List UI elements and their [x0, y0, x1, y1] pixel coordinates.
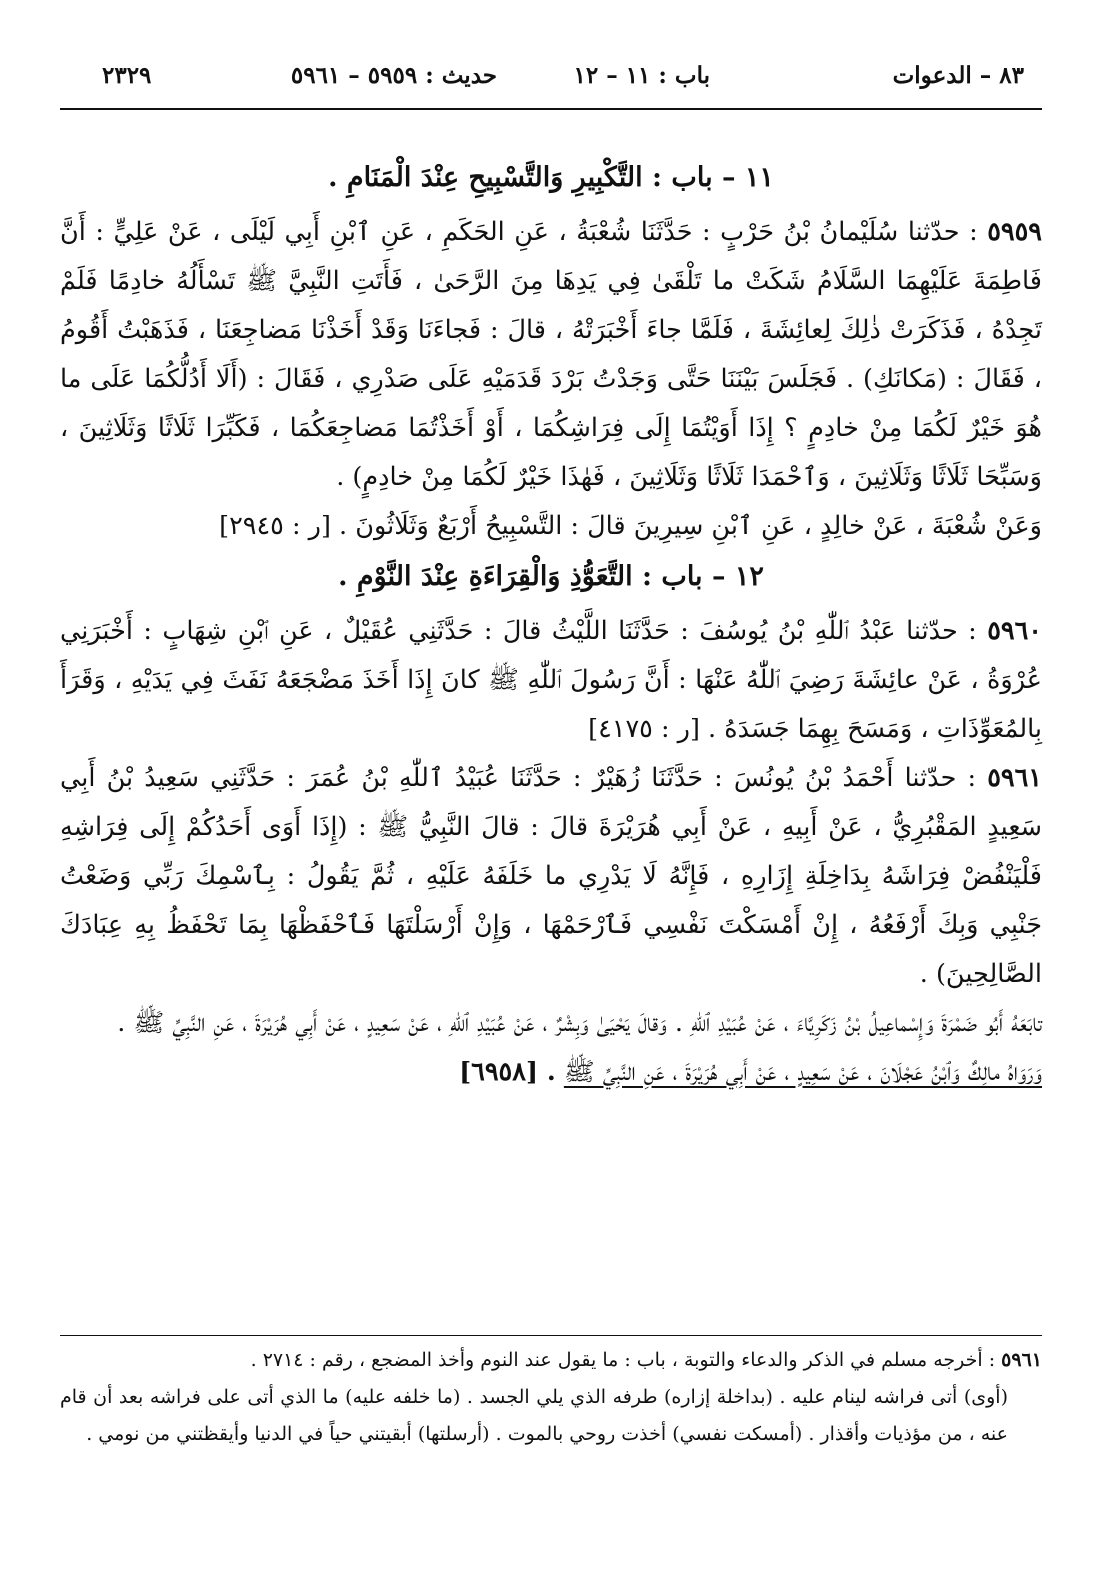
main-text	[60, 152, 1042, 1097]
hadith-text: : حدّثنا أَحْمَدُ بْنُ يُونُسَ : حَدَّثَنَا زُهَيْرٌ : حَدَّثَنَا عُبَيْدُ ٱللّٰهِ بْنُ عُمَرَ : حَدَّثَنِي سَعِيدُ بْنُ أَبِي سَعِيدٍ المَقْبُرِيُّ ، عَنْ أَبِيهِ ، عَنْ أَبِي هُرَيْرَةَ قالَ : قالَ النَّبِيُّ ﷺ : (إِذَا أَوَى أَحَدُكُمْ إِلَى فِرَاشِهِ فَلْيَنْفُضْ فِرَاشَهُ بِدَاخِلَةِ إِزَارِهِ ، فَإِنَّهُ لَا يَدْرِي ما خَلَفَهُ عَلَيْهِ ، ثُمَّ يَقُولُ : بِٱسْمِكَ رَبِّي وَضَعْتُ جَنْبِي وَبِكَ أَرْفَعُهُ ، إِنْ أَمْسَكْتَ نَفْسِي فَٱرْحَمْهَا ، وَإِنْ أَرْسَلْتَهَا فَٱحْفَظْهَا بِمَا تَحْفَظُ بِهِ عِبَادَكَ الصَّالِحِينَ) .	[60, 763, 1042, 989]
hadith-5959	[60, 208, 1042, 502]
hadith-riwaya-line	[60, 1048, 1042, 1097]
hadith-number: ٥٩٦١	[987, 763, 1042, 793]
hadith-number: ٥٩٥٩	[987, 217, 1043, 247]
footnote-source-text: : أخرجه مسلم في الذكر والدعاء والتوبة ، باب : ما يقول عند النوم وأخذ المضجع ، رقم : ٢٧١٤ .	[250, 1349, 996, 1371]
footnote-source	[60, 1342, 1042, 1379]
footnotes	[60, 1342, 1042, 1453]
hadith-5960	[60, 607, 1042, 754]
hadith-5961	[60, 754, 1042, 999]
header-divider	[60, 108, 1042, 110]
hadith-follow-up: تابَعَهُ أَبُو ضَمْرَةَ وَإِسْماعِيلُ بْنُ زَكَرِيَّاءَ ، عَنْ عُبَيْدِ ٱللّٰهِ . وَقالَ يَحْيَىٰ وَبِشْرٌ ، عَنْ عُبَيْدِ ٱللّٰهِ ، عَنْ سَعِيدٍ ، عَنْ أَبِي هُرَيْرَةَ ، عَنِ النَّبِيِّ ﷺ .	[117, 1008, 1042, 1038]
header-chapter-title: ٨٣ – الدعوات	[892, 62, 1024, 89]
footnote-divider	[60, 1335, 1042, 1336]
page-number: ٢٣٢٩	[102, 62, 152, 89]
footnote-hadith-number: ٥٩٦١	[1001, 1349, 1042, 1371]
hadith-text: : حدّثنا سُلَيْمانُ بْنُ حَرْبٍ : حَدَّثَنَا شُعْبَةُ ، عَنِ الحَكَمِ ، عَنِ ٱبْنِ أَبِي لَيْلَى ، عَنْ عَلِيٍّ : أَنَّ فَاطِمَةَ عَلَيْهِمَا السَّلَامُ شَكَتْ ما تَلْقَىٰ فِي يَدِهَا مِنَ الرَّحَىٰ ، فَأَتَتِ النَّبِيَّ ﷺ تَسْأَلُهُ خادِمًا فَلَمْ تَجِدْهُ ، فَذَكَرَتْ ذٰلِكَ لِعائِشَةَ ، فَلَمَّا جاءَ أَخْبَرَتْهُ ، قالَ : فَجاءَنَا وَقَدْ أَخَذْنَا مَضاجِعَنَا ، فَذَهَبْتُ أَقُومُ ، فَقَالَ : (مَكانَكِ) . فَجَلَسَ بَيْنَنَا حَتَّى وَجَدْتُ بَرْدَ قَدَمَيْهِ عَلَى صَدْرِي ، فَقَالَ : (أَلَا أَدُلُّكُمَا عَلَى ما هُوَ خَيْرٌ لَكُمَا مِنْ خادِمٍ ؟ إِذَا أَوَيْتُمَا إِلَى فِرَاشِكُمَا ، أَوْ أَخَذْتُمَا مَضاجِعَكُمَا ، فَكَبِّرَا ثَلَاثًا وَثَلَاثِينَ ، وَسَبِّحَا ثَلَاثًا وَثَلَاثِينَ ، وَٱحْمَدَا ثَلَاثًا وَثَلَاثِينَ ، فَهٰذَا خَيْرٌ لَكُمَا مِنْ خادِمٍ) .	[60, 217, 1042, 492]
underlined-riwaya: وَرَوَاهُ مالِكٌ وَٱبْنُ عَجْلَانَ ، عَنْ سَعِيدٍ ، عَنْ أَبِي هُرَيْرَةَ ، عَنِ النَّبِيِّ ﷺ	[563, 1057, 1042, 1087]
hadith-appendix: وَعَنْ شُعْبَةَ ، عَنْ خالِدٍ ، عَنِ ٱبْنِ سِيرِينَ قالَ : التَّسْبِيحُ أَرْبَعٌ وَثَلَاثُونَ . [ر : ٢٩٤٥]	[219, 511, 1042, 541]
running-header	[60, 62, 1042, 98]
book-page	[60, 0, 1042, 1591]
chapter-title-11: ١١ – باب : التَّكْبِيرِ وَالتَّسْبِيحِ عِنْدَ الْمَنَامِ .	[328, 162, 774, 193]
hadith-text: : حدّثنا عَبْدُ ٱللّٰهِ بْنُ يُوسُفَ : حَدَّثَنَا اللَّيْثُ قالَ : حَدَّثَنِي عُقَيْلٌ ، عَنِ ٱبْنِ شِهَابٍ : أَخْبَرَنِي عُرْوَةُ ، عَنْ عائِشَةَ رَضِيَ ٱللّٰهُ عَنْهَا : أَنَّ رَسُولَ ٱللّٰهِ ﷺ كانَ إِذَا أَخَذَ مَضْجَعَهُ نَفَثَ فِي يَدَيْهِ ، وَقَرَأَ بِالمُعَوِّذَاتِ ، وَمَسَحَ بِهِمَا جَسَدَهُ . [ر : ٤١٧٥]	[60, 616, 1042, 744]
header-bab-range: باب : ١١ – ١٢	[573, 62, 710, 89]
footnote-explanation: (أوى) أتى فراشه لينام عليه . (بداخلة إزاره) طرفه الذي يلي الجسد . (ما خلفه عليه) ما الذي أتى على فراشه بعد أن قام عنه ، من مؤذيات وأقذار . (أمسكت نفسي) أخذت روحي بالموت . (أرسلتها) أبقيتني حياً في الدنيا وأيقظتني من نومي .	[60, 1386, 1008, 1445]
header-hadith-range: حديث : ٥٩٥٩ – ٥٩٦١	[290, 62, 497, 89]
hadith-number: ٥٩٦٠	[987, 616, 1042, 646]
cross-reference: . [٦٩٥٨]	[459, 1057, 556, 1087]
chapter-title-12: ١٢ – باب : التَّعَوُّذِ وَالْقِرَاءَةِ عِنْدَ النَّوْمِ .	[338, 561, 764, 592]
